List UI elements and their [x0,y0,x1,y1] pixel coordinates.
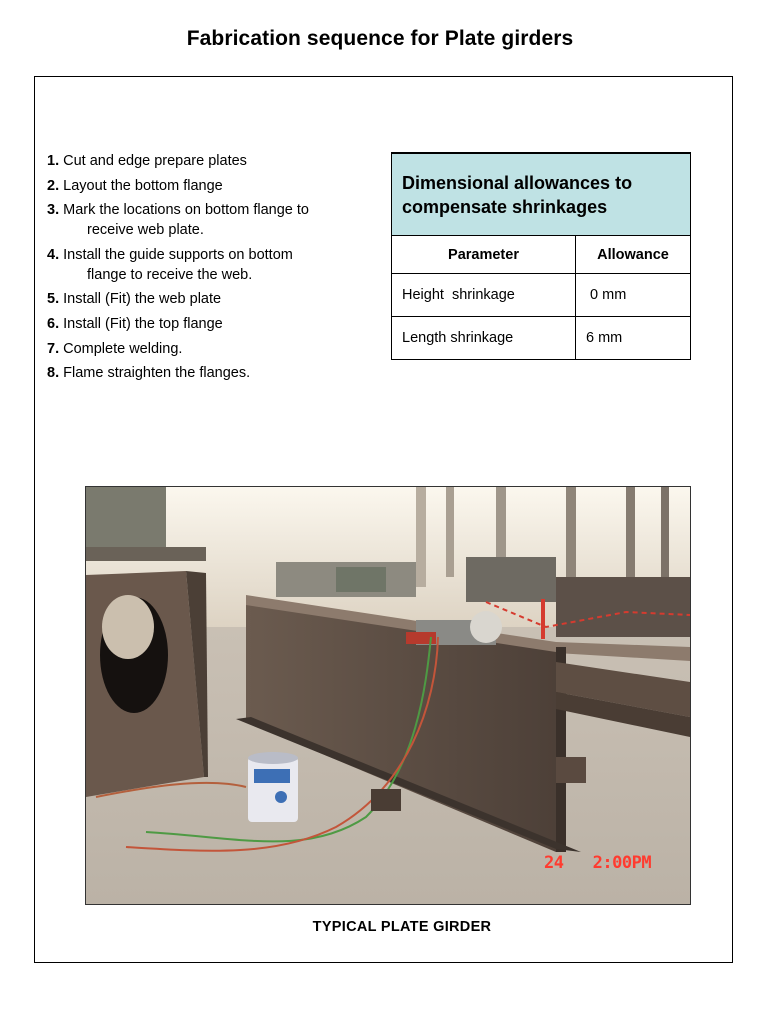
step-number: 8. [47,365,60,382]
table-row [392,274,691,317]
header-parameter: Parameter [392,236,576,274]
step-text: Install the guide supports on bottom [63,246,293,263]
step-item [47,200,377,240]
step-item [47,176,377,196]
table-row [392,317,691,360]
cell-parameter: Height shrinkage [392,274,576,317]
cell-allowance: 0 mm [576,274,691,317]
step-text: Install (Fit) the web plate [63,291,222,308]
step-text-continued: flange to receive the web. [87,266,253,283]
header-allowance: Allowance [576,236,691,274]
step-text: Cut and edge prepare plates [63,153,247,169]
step-number: 3. [47,202,60,219]
cell-parameter: Length shrinkage [392,317,576,360]
step-text: Layout the bottom flange [63,177,223,194]
photo-caption: TYPICAL PLATE GIRDER [312,919,492,935]
table-caption [392,153,691,236]
step-number: 4. [47,246,60,263]
page-title: Fabrication sequence for Plate girders [186,27,574,50]
step-text: Mark the locations on bottom flange to [63,202,309,219]
step-item [47,151,377,171]
table-caption-line1: Dimensional allowances to [402,172,633,193]
table-caption-line2: compensate shrinkages [402,196,608,217]
step-item [47,289,377,309]
step-text-continued: receive web plate. [87,222,204,239]
allowance-table [391,152,691,360]
cell-allowance: 6 mm [576,317,691,360]
step-text: Complete welding. [63,340,183,357]
plate-girder-photo [85,486,691,905]
step-item [47,339,377,359]
step-text: Install (Fit) the top flange [63,315,223,332]
step-number: 6. [47,315,60,332]
step-number: 1. [47,153,60,169]
step-item [47,314,377,334]
step-number: 7. [47,340,60,357]
step-item [47,363,377,383]
fabrication-steps-list [47,151,377,388]
table-caption-row [392,153,691,236]
photo-timestamp: 24 2:00PM [544,853,652,873]
table-header-row [392,236,691,274]
step-text: Flame straighten the flanges. [63,365,251,382]
step-number: 2. [47,177,60,194]
step-item [47,245,377,285]
step-number: 5. [47,291,60,308]
